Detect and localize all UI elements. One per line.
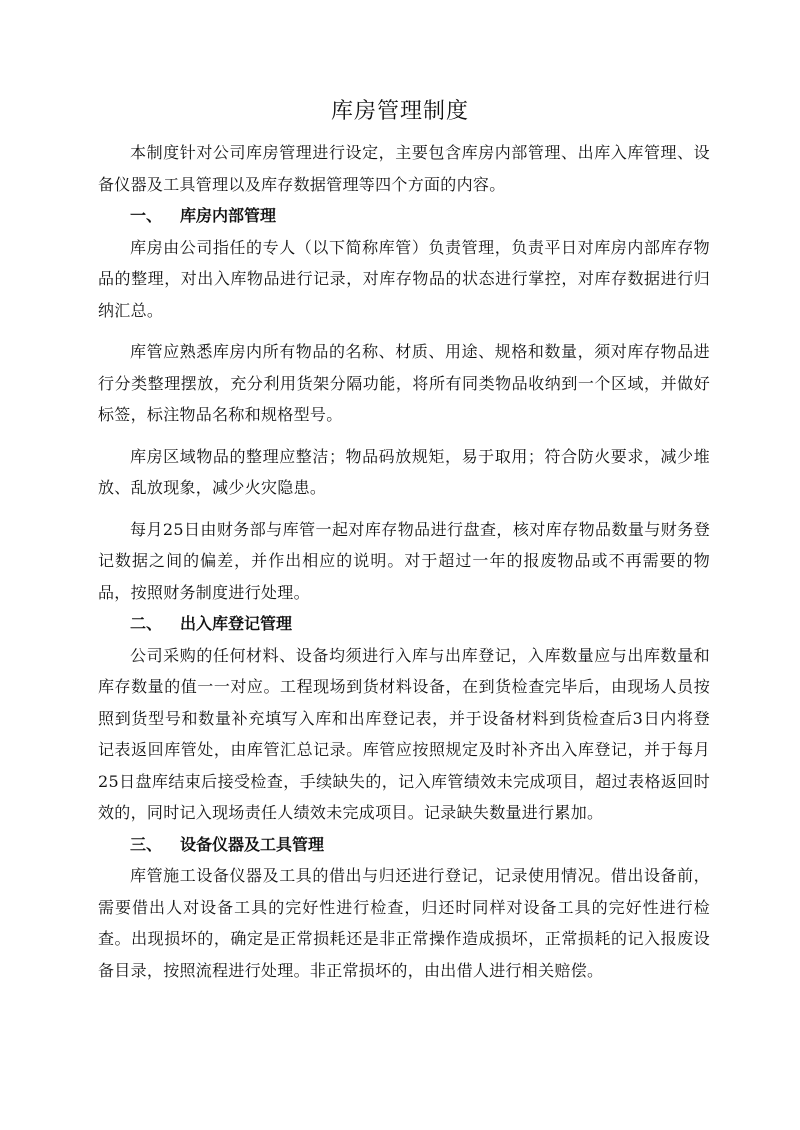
section-number: 三、 [130,834,163,854]
section-title: 库房内部管理 [180,206,277,225]
section-heading-2 [98,608,710,640]
section-number: 二、 [130,614,163,633]
section-1-paragraph-2: 库管应熟悉库房内所有物品的名称、材质、用途、规格和数量，须对库存物品进行分类整理摆放，充分利用货架分隔功能，将所有同类物品收纳到一个区域，并做好标签，标注物品名称和规格型号。 [98,342,710,424]
section-1-paragraph-4: 每月25日由财务部与库管一起对库存物品进行盘查，核对库存物品数量与财务登记数据之间的偏差，并作出相应的说明。对于超过一年的报废物品或不再需要的物品，按照财务制度进行处理。 [98,519,710,602]
section-3-paragraph-1: 库管施工设备仪器及工具的借出与归还进行登记，记录使用情况。借出设备前，需要借出人对设备工具的完好性进行检查，归还时同样对设备工具的完好性进行检查。出现损坏的，确定是正常损耗还是非正常操作造成损坏，正常损耗的记入报废设备目录，按照流程进行处理。非正常损坏的，由出借人进行相关赔偿。 [98,866,710,980]
section-number: 一、 [130,206,163,225]
section-heading-3 [98,829,710,861]
section-title: 出入库登记管理 [180,614,293,633]
section-heading-1 [98,200,710,232]
section-title: 设备仪器及工具管理 [180,834,325,854]
section-1-paragraph-1: 库房由公司指任的专人（以下简称库管）负责管理，负责平日对库房内部库存物品的整理，对出入库物品进行记录，对库存物品的状态进行掌控，对库存数据进行归纳汇总。 [98,237,710,320]
section-1-paragraph-3: 库房区域物品的整理应整洁；物品码放规矩，易于取用；符合防火要求，减少堆放、乱放现象，减少火灾隐患。 [98,446,710,497]
document-title: 库房管理制度 [330,99,469,124]
document-body [98,137,710,986]
intro-paragraph: 本制度针对公司库房管理进行设定，主要包含库房内部管理、出库入库管理、设备仪器及工具管理以及库存数据管理等四个方面的内容。 [98,143,710,194]
section-2-paragraph-1: 公司采购的任何材料、设备均须进行入库与出库登记，入库数量应与出库数量和库存数量的值一一对应。工程现场到货材料设备，在到货检查完毕后，由现场人员按照到货型号和数量补充填写入库和出库登记表，并于设备材料到货检查后3日内将登记表返回库管处，由库管汇总记录。库管应按照规定及时补齐出入库登记，并于每月25日盘库结束后接受检查，手续缺失的，记入库管绩效未完成项目，超过表格返回时效的，同时记入现场责任人绩效未完成项目。记录缺失数量进行累加。 [98,645,710,822]
